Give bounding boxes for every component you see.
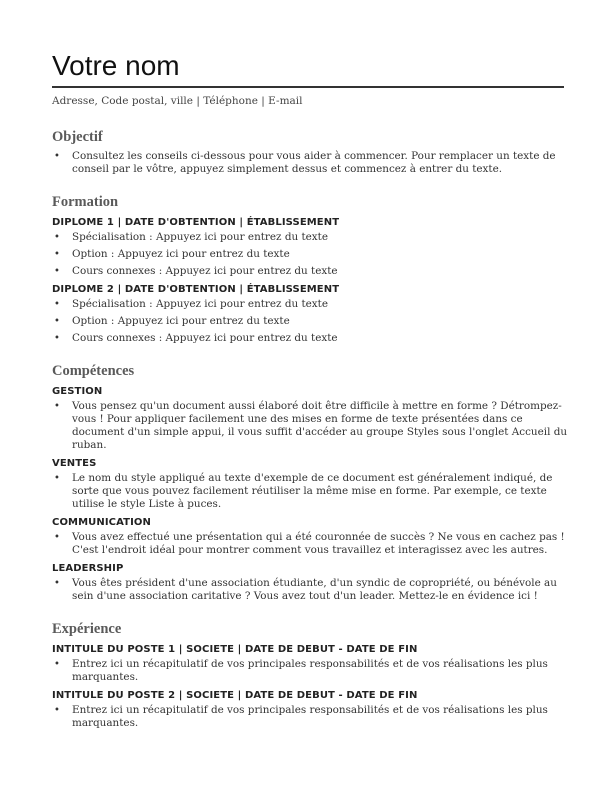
skill-heading-gestion[interactable]: GESTION — [52, 386, 103, 397]
list-item[interactable] — [52, 472, 576, 511]
list-item[interactable] — [52, 400, 576, 452]
skill-list-communication — [52, 531, 576, 557]
bullet-icon: • — [54, 299, 60, 310]
skill-heading-leadership[interactable]: LEADERSHIP — [52, 563, 124, 574]
bullet-icon: • — [54, 473, 60, 484]
diploma-2-list — [52, 298, 576, 345]
job-1-list — [52, 658, 576, 684]
resume-name[interactable]: Votre nom — [52, 50, 180, 81]
skill-list-ventes — [52, 472, 576, 511]
bullet-icon: • — [54, 705, 60, 716]
bullet-icon: • — [54, 659, 60, 670]
bullet-icon: • — [54, 333, 60, 344]
job-1-heading[interactable]: INTITULE DU POSTE 1 | SOCIETE | DATE DE DEBUT - DATE DE FIN — [52, 644, 418, 655]
bullet-icon: • — [54, 316, 60, 327]
skill-heading-ventes[interactable]: VENTES — [52, 458, 97, 469]
diploma-2-specialisation: Spécialisation : Appuyez ici pour entrez du texte — [72, 298, 328, 310]
list-item[interactable] — [52, 658, 576, 684]
bullet-icon: • — [54, 266, 60, 277]
diploma-2-heading[interactable]: DIPLOME 2 | DATE D'OBTENTION | ÉTABLISSEMENT — [52, 284, 340, 295]
diploma-2-option: Option : Appuyez ici pour entrez du texte — [72, 315, 290, 327]
list-item[interactable] — [52, 231, 576, 244]
bullet-icon: • — [54, 232, 60, 243]
diploma-1-list — [52, 231, 576, 278]
section-title-experience[interactable]: Expérience — [52, 621, 122, 637]
list-item[interactable] — [52, 315, 576, 328]
bullet-icon: • — [54, 249, 60, 260]
list-item[interactable] — [52, 704, 576, 730]
skill-text-leadership: Vous êtes président d'une association étudiante, d'un syndic de copropriété, ou bénévole au sein d'une association caritative ? Vous avez tout d'un leader. Mettez-le en évidence ici ! — [72, 577, 557, 602]
list-item[interactable] — [52, 265, 576, 278]
job-2-summary: Entrez ici un récapitulatif de vos principales responsabilités et de vos réalisations les plus marquantes. — [72, 704, 548, 729]
objectif-text: Consultez les conseils ci-dessous pour vous aider à commencer. Pour remplacer un texte de conseil par le vôtre, appuyez simplement dessus et commencez à entrer du texte. — [72, 150, 556, 175]
header-divider — [52, 86, 564, 88]
skill-text-communication: Vous avez effectué une présentation qui a été couronnée de succès ? Ne vous en cachez pas ! C'est l'endroit idéal pour montrer comment vous travaillez et interagissez avec les autres. — [72, 531, 565, 556]
contact-line[interactable]: Adresse, Code postal, ville | Téléphone | E-mail — [52, 95, 303, 107]
objectif-list — [52, 150, 576, 176]
list-item[interactable] — [52, 332, 576, 345]
bullet-icon: • — [54, 151, 60, 162]
list-item[interactable] — [52, 248, 576, 261]
diploma-2-cours: Cours connexes : Appuyez ici pour entrez du texte — [72, 332, 338, 344]
skill-list-leadership — [52, 577, 576, 603]
list-item[interactable] — [52, 150, 576, 176]
skill-heading-communication[interactable]: COMMUNICATION — [52, 517, 151, 528]
diploma-1-specialisation: Spécialisation : Appuyez ici pour entrez du texte — [72, 231, 328, 243]
skill-text-ventes: Le nom du style appliqué au texte d'exemple de ce document est généralement indiqué, de sorte que vous pouvez facilement réutiliser la même mise en forme. Par exemple, ce texte utilise le style Liste à puces. — [72, 472, 553, 510]
list-item[interactable] — [52, 531, 576, 557]
bullet-icon: • — [54, 532, 60, 543]
diploma-1-option: Option : Appuyez ici pour entrez du texte — [72, 248, 290, 260]
bullet-icon: • — [54, 578, 60, 589]
skill-text-gestion: Vous pensez qu'un document aussi élaboré doit être difficile à mettre en forme ? Détrompez-vous ! Pour appliquer facilement une des mises en forme de texte présentées dans ce document d'un simple appui, il vous suffit d'accéder au groupe Styles sous l'onglet Accueil du ruban. — [72, 400, 568, 451]
skill-list-gestion — [52, 400, 576, 452]
bullet-icon: • — [54, 401, 60, 412]
diploma-1-heading[interactable]: DIPLOME 1 | DATE D'OBTENTION | ÉTABLISSEMENT — [52, 217, 340, 228]
list-item[interactable] — [52, 577, 576, 603]
diploma-1-cours: Cours connexes : Appuyez ici pour entrez du texte — [72, 265, 338, 277]
job-1-summary: Entrez ici un récapitulatif de vos principales responsabilités et de vos réalisations les plus marquantes. — [72, 658, 548, 683]
section-title-competences[interactable]: Compétences — [52, 363, 135, 379]
section-title-formation[interactable]: Formation — [52, 194, 119, 210]
list-item[interactable] — [52, 298, 576, 311]
job-2-heading[interactable]: INTITULE DU POSTE 2 | SOCIETE | DATE DE DEBUT - DATE DE FIN — [52, 690, 418, 701]
job-2-list — [52, 704, 576, 730]
section-title-objectif[interactable]: Objectif — [52, 129, 103, 145]
